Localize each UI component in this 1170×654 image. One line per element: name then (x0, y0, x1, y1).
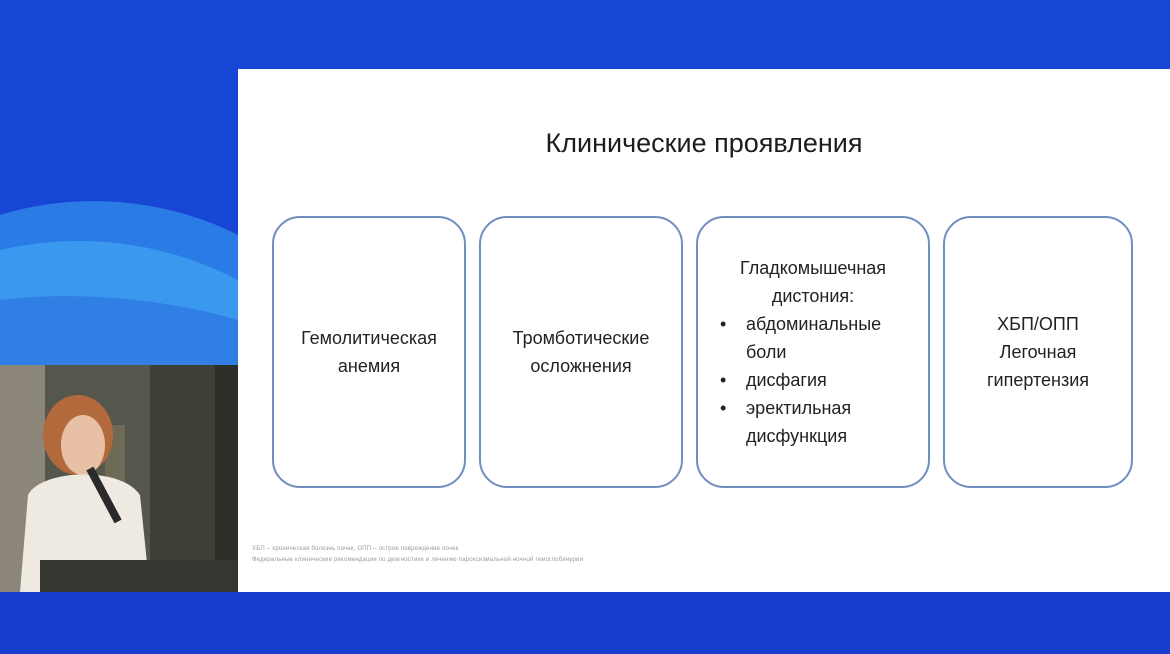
speaker-video (0, 365, 238, 592)
slide-title: Клинические проявления (545, 128, 863, 158)
list-item: • дисфагия (746, 366, 916, 394)
symptom-list (710, 310, 916, 450)
footnote-reference: Федеральные клинические рекомендации по диагностике и лечению пароксизмальной ночной гемоглобинурии (252, 557, 584, 563)
card-line: Легочная (999, 342, 1077, 362)
bottom-band (0, 592, 1170, 654)
card-heading-line: дистония: (771, 286, 855, 306)
card-line: Гемолитическая (301, 328, 437, 348)
footnote-abbreviations: ХБП – хроническая болезнь почек, ОПП – острое повреждение почек (252, 546, 459, 552)
list-item: • абдоминальные боли (746, 310, 916, 366)
card-line: ХБП/ОПП (997, 314, 1079, 334)
card-ckd-pulmonary (943, 216, 1133, 488)
card-line: гипертензия (986, 370, 1090, 390)
card-line: Тромботические (512, 328, 650, 348)
card-thrombotic-complications (479, 216, 683, 488)
card-line: осложнения (530, 356, 632, 376)
card-smooth-muscle-dystonia (696, 216, 930, 488)
card-hemolytic-anemia (272, 216, 466, 488)
list-item: • эректильная дисфункция (746, 394, 876, 450)
card-heading-line: Гладкомышечная (739, 258, 887, 278)
card-line: анемия (337, 356, 401, 376)
